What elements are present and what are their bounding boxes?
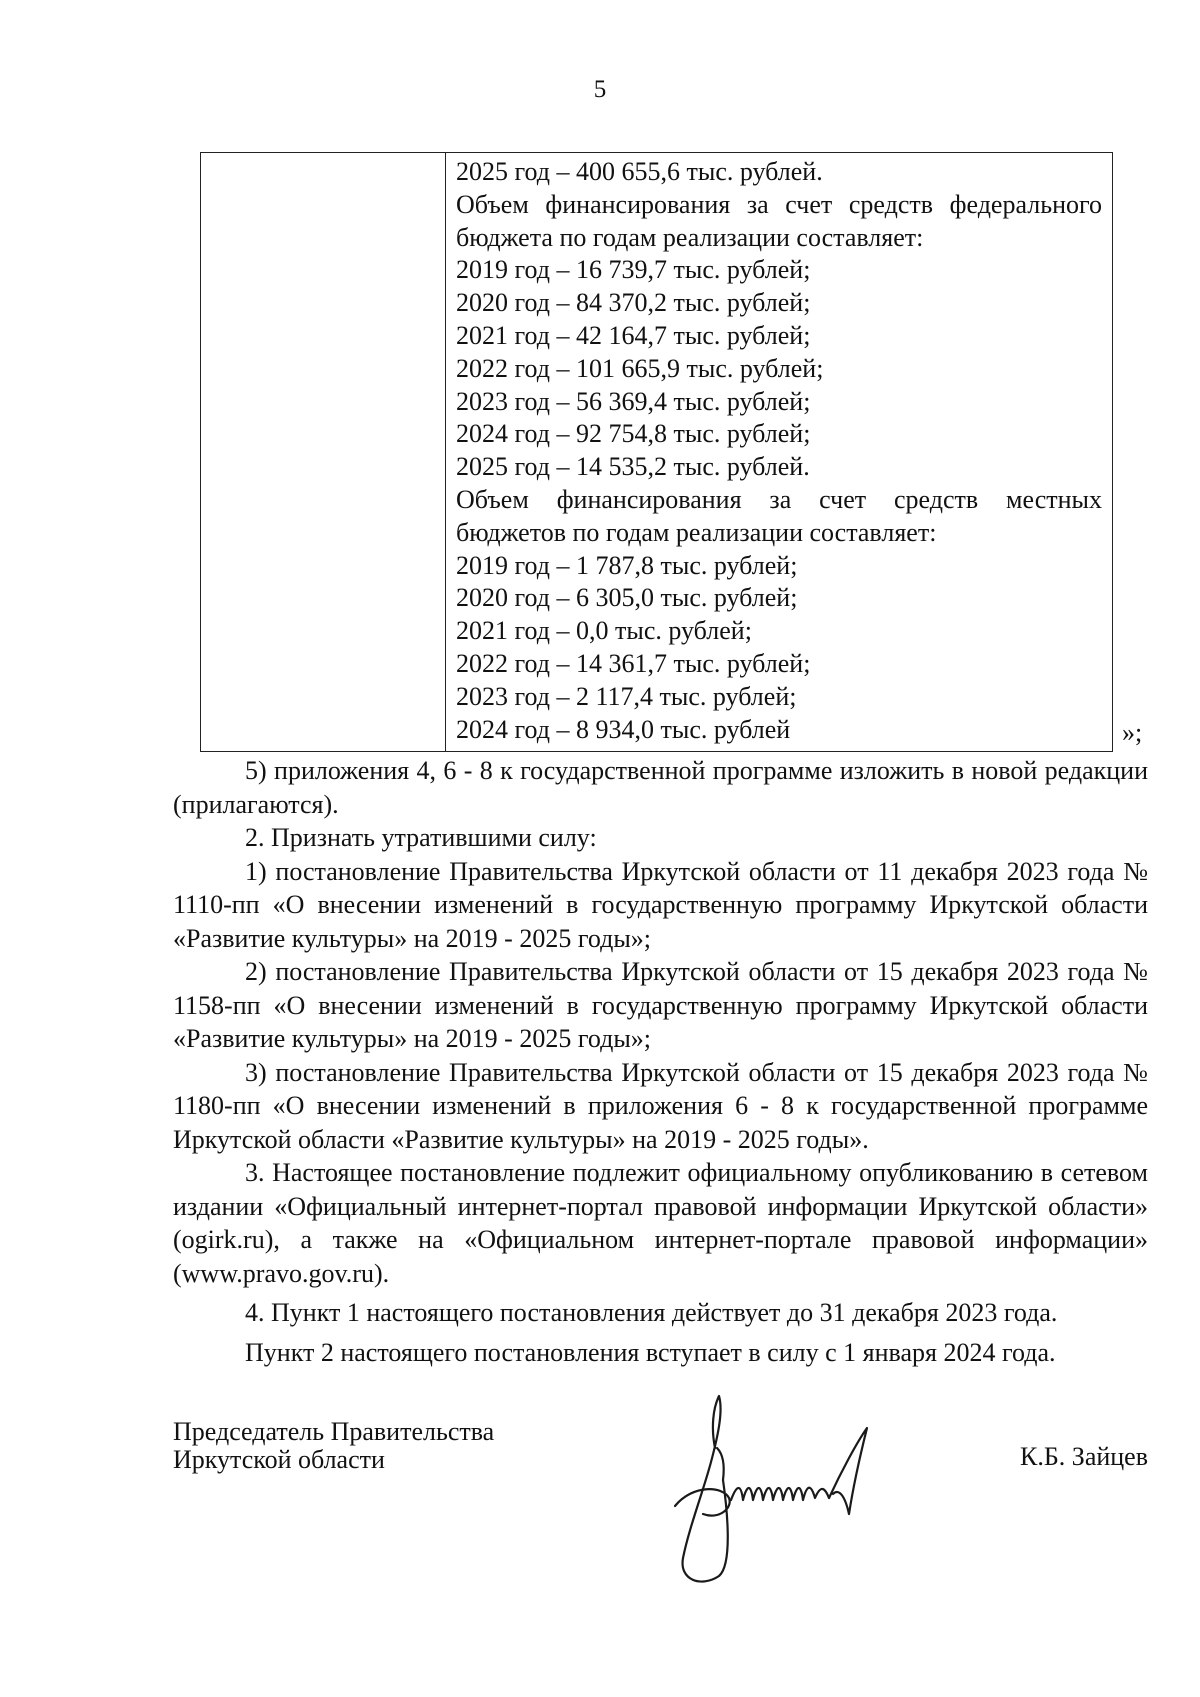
table-line: Объем финансирования за счет средств федерального bbox=[456, 189, 1102, 219]
table-line: 2022 год – 101 665,9 тыс. рублей; bbox=[456, 353, 824, 383]
table-line: бюджета по годам реализации составляет: bbox=[456, 222, 924, 252]
body-paragraph: 5) приложения 4, 6 - 8 к государственной программе изложить в новой редакции (прилагаются). bbox=[173, 756, 1148, 819]
body-paragraph: 1) постановление Правительства Иркутской области от 11 декабря 2023 года № 1110-пп «О внесении изменений в государственную программу Иркутской области «Развитие культуры» на 2019 - 2025 годы»; bbox=[173, 856, 1148, 953]
signature-block bbox=[173, 1418, 1148, 1648]
table-line: 2019 год – 1 787,8 тыс. рублей; bbox=[456, 550, 798, 580]
table-line: 2023 год – 2 117,4 тыс. рублей; bbox=[456, 681, 797, 711]
signatory-name: К.Б. Зайцев bbox=[1020, 1442, 1148, 1471]
table-line: 2024 год – 8 934,0 тыс. рублей bbox=[456, 714, 791, 744]
page-number: 5 bbox=[593, 76, 607, 103]
body-text bbox=[173, 754, 1148, 1369]
body-paragraph: 3. Настоящее постановление подлежит официальному опубликованию в сетевом издании «Официальный интернет-портал правовой информации Иркутской области» (ogirk.ru), а также на «Официальном интернет-портале правовой информации» (www.pravo.gov.ru). bbox=[173, 1158, 1148, 1288]
table-line: 2019 год – 16 739,7 тыс. рублей; bbox=[456, 255, 811, 285]
financing-table bbox=[200, 152, 1113, 752]
table-line: бюджетов по годам реализации составляет: bbox=[456, 517, 937, 547]
table-line: 2020 год – 84 370,2 тыс. рублей; bbox=[456, 288, 811, 318]
table-line: 2025 год – 14 535,2 тыс. рублей. bbox=[456, 452, 810, 482]
table-line: 2022 год – 14 361,7 тыс. рублей; bbox=[456, 648, 811, 678]
table-line: Объем финансирования за счет средств местных bbox=[456, 484, 1102, 514]
signatory-title bbox=[173, 1418, 494, 1474]
body-paragraph: 3) постановление Правительства Иркутской области от 15 декабря 2023 года № 1180-пп «О внесении изменений в приложения 6 - 8 к государственной программе Иркутской области «Развитие культуры» на 2019 - 2025 годы». bbox=[173, 1057, 1148, 1154]
table-line: 2021 год – 42 164,7 тыс. рублей; bbox=[456, 320, 811, 350]
table-line: 2023 год – 56 369,4 тыс. рублей; bbox=[456, 386, 811, 416]
body-paragraph: 2) постановление Правительства Иркутской области от 15 декабря 2023 года № 1158-пп «О внесении изменений в государственную программу Иркутской области «Развитие культуры» на 2019 - 2025 годы»; bbox=[173, 957, 1148, 1053]
body-paragraph: 4. Пункт 1 настоящего постановления действует до 31 декабря 2023 года. bbox=[245, 1298, 1058, 1327]
signatory-title-line-1: Председатель Правительства bbox=[173, 1417, 495, 1446]
table-line: 2020 год – 6 305,0 тыс. рублей; bbox=[456, 583, 798, 613]
table-line: 2024 год – 92 754,8 тыс. рублей; bbox=[456, 419, 811, 449]
body-paragraph: Пункт 2 настоящего постановления вступает в силу с 1 января 2024 года. bbox=[245, 1337, 1056, 1367]
table-left-cell bbox=[201, 153, 446, 751]
table-right-cell bbox=[446, 153, 1112, 751]
body-paragraph: 2. Признать утратившими силу: bbox=[245, 823, 597, 852]
handwritten-signature bbox=[653, 1388, 913, 1598]
table-line: 2025 год – 400 655,6 тыс. рублей. bbox=[456, 157, 823, 186]
table-line: 2021 год – 0,0 тыс. рублей; bbox=[456, 616, 752, 646]
closing-quote-mark: »; bbox=[1122, 718, 1143, 747]
signatory-title-line-2: Иркутской области bbox=[173, 1445, 385, 1474]
